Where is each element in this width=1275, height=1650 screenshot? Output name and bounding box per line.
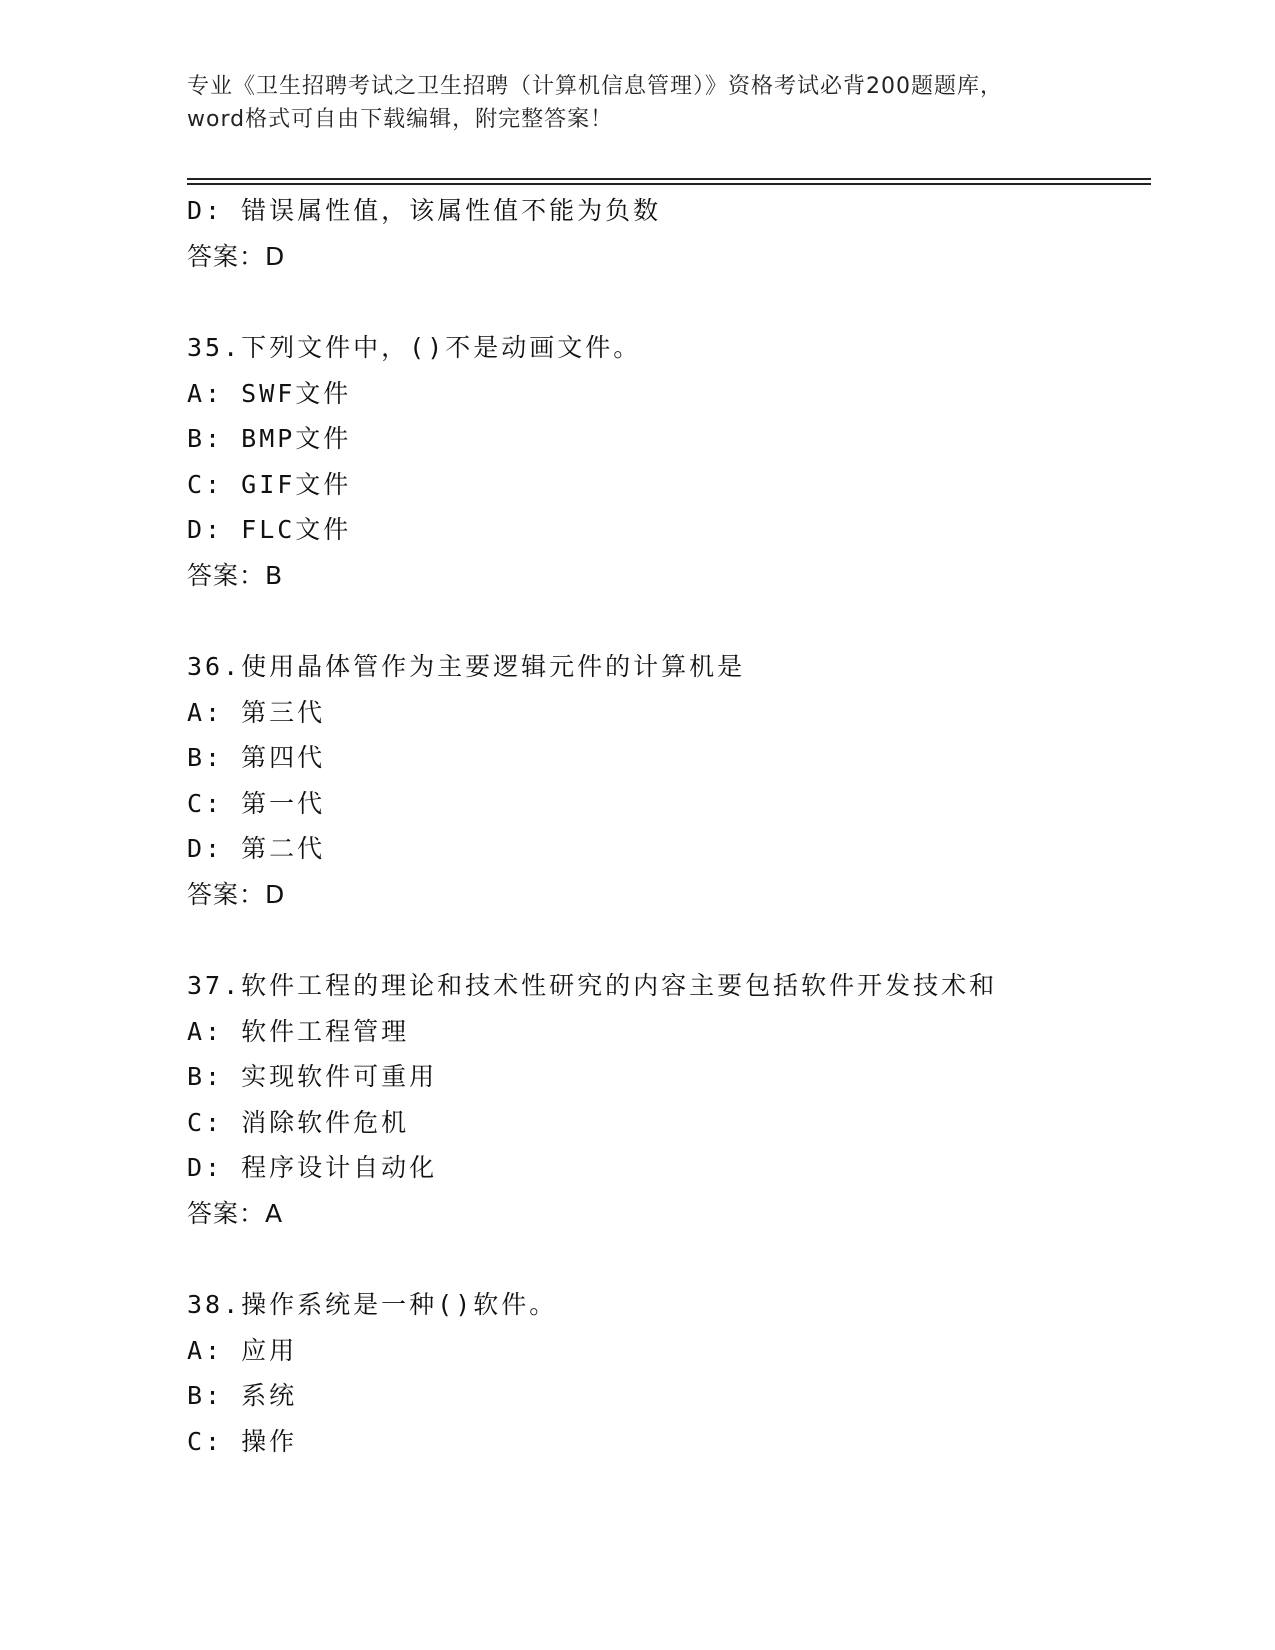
answer-line: 答案：B (187, 560, 284, 590)
spacer (187, 1236, 1147, 1282)
question-37 (187, 963, 1147, 1236)
option-a: A: 软件工程管理 (187, 1016, 410, 1046)
spacer (187, 598, 1147, 644)
question-stem: 38.操作系统是一种()软件。 (187, 1290, 558, 1319)
option-d: D: 程序设计自动化 (187, 1153, 438, 1182)
option-c: C: 消除软件危机 (187, 1107, 410, 1137)
option-b: B: 第四代 (187, 743, 326, 772)
spacer (187, 279, 1147, 325)
option-b: B: 实现软件可重用 (187, 1062, 438, 1091)
option-a: A: 第三代 (187, 697, 326, 727)
answer-line: 答案：A (187, 1198, 284, 1228)
option-b: B: 系统 (187, 1381, 298, 1410)
question-35 (187, 325, 1147, 598)
option-b: B: BMP文件 (187, 424, 352, 453)
option-c: C: GIF文件 (187, 469, 352, 499)
header-line-1: 专业《卫生招聘考试之卫生招聘（计算机信息管理）》资格考试必背200题题库， (187, 74, 1003, 99)
question-38 (187, 1282, 1147, 1464)
option-d: D: FLC文件 (187, 515, 352, 544)
question-stem: 35.下列文件中，()不是动画文件。 (187, 333, 642, 362)
question-stem: 37.软件工程的理论和技术性研究的内容主要包括软件开发技术和 (187, 971, 998, 1000)
answer-line: 答案：D (187, 879, 286, 909)
header-rule-top (187, 178, 1151, 180)
previous-question-tail (187, 188, 1147, 279)
option-a: A: 应用 (187, 1335, 298, 1365)
option-c: C: 第一代 (187, 788, 326, 818)
question-36 (187, 644, 1147, 917)
option-c: C: 操作 (187, 1426, 298, 1456)
question-stem: 36.使用晶体管作为主要逻辑元件的计算机是 (187, 652, 746, 681)
spacer (187, 917, 1147, 963)
header-line-2: word格式可自由下载编辑，附完整答案！ (187, 107, 614, 132)
option-d: D: 错误属性值，该属性值不能为负数 (187, 196, 662, 225)
header-rule-bottom (187, 183, 1151, 185)
answer-line: 答案：D (187, 241, 286, 271)
option-d: D: 第二代 (187, 834, 326, 863)
document-header (187, 70, 1087, 136)
option-a: A: SWF文件 (187, 378, 352, 408)
question-list (187, 188, 1147, 1464)
